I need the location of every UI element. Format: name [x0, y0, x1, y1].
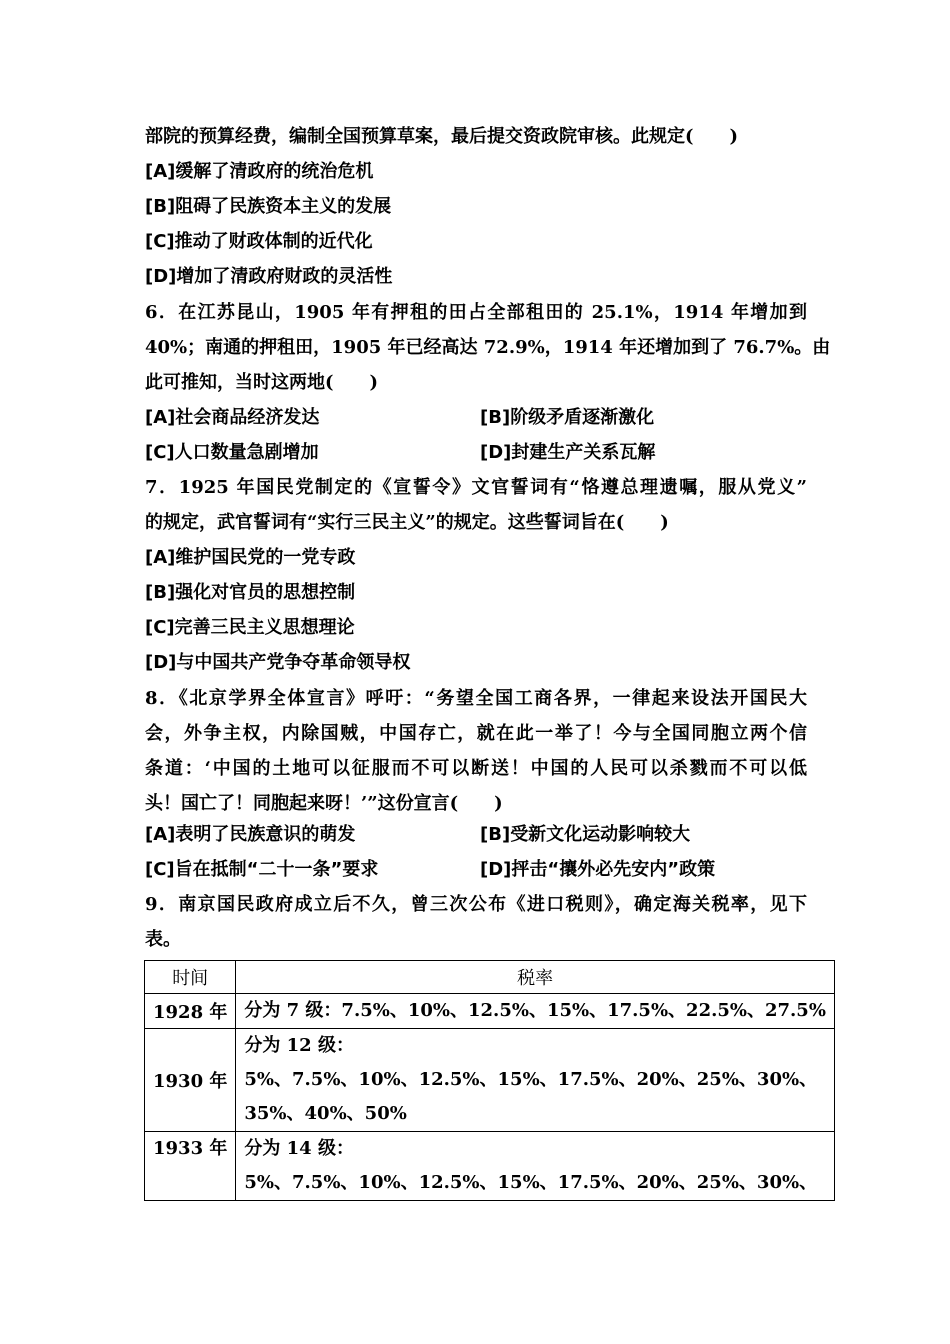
- q6-stem-line-1: 6．在江苏昆山，1905 年有押租的田占全部租田的 25.1%，1914 年增加到: [145, 302, 807, 323]
- q5-option-b: [B]阻碍了民族资本主义的发展: [145, 196, 392, 217]
- q6-option-c: [C]人口数量急剧增加: [145, 442, 319, 463]
- header-rate: 税率: [236, 961, 835, 994]
- q8-option-c: [C]旨在抵制“二十一条”要求: [145, 859, 379, 880]
- q8-stem-line-2: 会，外争主权，内除国贼，中国存亡，就在此一举了！今与全国同胞立两个信: [145, 723, 807, 744]
- table-row: [145, 994, 835, 1029]
- rate-line: 5%、7.5%、10%、12.5%、15%、17.5%、20%、25%、30%、: [244, 1069, 818, 1090]
- q6-option-d: [D]封建生产关系瓦解: [480, 442, 656, 463]
- q5-option-a: [A]缓解了清政府的统治危机: [145, 161, 374, 182]
- q7-stem-line-2: 的规定，武官誓词有“实行三民主义”的规定。这些誓词旨在( ): [145, 512, 669, 533]
- q8-option-b: [B]受新文化运动影响较大: [480, 824, 691, 845]
- q8-stem-line-1: 8．《北京学界全体宣言》呼吁：“务望全国工商各界，一律起来设法开国民大: [145, 688, 807, 709]
- row-rates: [236, 994, 835, 1029]
- q6-option-b: [B]阶级矛盾逐渐激化: [480, 407, 655, 428]
- tariff-rate-table: [144, 960, 835, 1201]
- row-year: 1933 年: [145, 1132, 236, 1201]
- rate-line: 分为 7 级：7.5%、10%、12.5%、15%、17.5%、22.5%、27.5%: [244, 1000, 826, 1021]
- table-header-row: [145, 961, 835, 994]
- q5-stem: 部院的预算经费，编制全国预算草案，最后提交资政院审核。此规定( ): [145, 126, 739, 147]
- q8-stem-line-4: 头！国亡了！同胞起来呀！’”这份宣言( ): [145, 793, 503, 814]
- table-row: [145, 1029, 835, 1132]
- q7-option-d: [D]与中国共产党争夺革命领导权: [145, 652, 411, 673]
- table-row: [145, 1132, 835, 1201]
- q5-option-d: [D]增加了清政府财政的灵活性: [145, 266, 393, 287]
- q8-stem-line-3: 条道：‘中国的土地可以征服而不可以断送！中国的人民可以杀戮而不可以低: [145, 758, 807, 779]
- q9-stem-line-2: 表。: [145, 929, 181, 950]
- q7-stem-line-1: 7．1925 年国民党制定的《宣誓令》文官誓词有“恪遵总理遗嘱，服从党义”: [145, 477, 807, 498]
- q9-stem-line-1: 9．南京国民政府成立后不久，曾三次公布《进口税则》，确定海关税率，见下: [145, 894, 807, 915]
- row-rates: [236, 1132, 835, 1201]
- q8-option-a: [A]表明了民族意识的萌发: [145, 824, 356, 845]
- rate-line: 5%、7.5%、10%、12.5%、15%、17.5%、20%、25%、30%、: [244, 1172, 818, 1193]
- rate-line: 35%、40%、50%: [244, 1103, 407, 1124]
- rate-line: 分为 14 级：: [244, 1138, 354, 1159]
- q6-stem-line-2: 40%；南通的押租田，1905 年已经高达 72.9%，1914 年还增加到了 76.7%。由: [145, 337, 831, 358]
- row-year: 1930 年: [145, 1029, 236, 1132]
- q7-option-a: [A]维护国民党的一党专政: [145, 547, 356, 568]
- q7-option-c: [C]完善三民主义思想理论: [145, 617, 355, 638]
- q6-option-a: [A]社会商品经济发达: [145, 407, 320, 428]
- header-time: 时间: [145, 961, 236, 994]
- q5-option-c: [C]推动了财政体制的近代化: [145, 231, 373, 252]
- q6-stem-line-3: 此可推知，当时这两地( ): [145, 372, 379, 393]
- rate-line: 分为 12 级：: [244, 1035, 354, 1056]
- q7-option-b: [B]强化对官员的思想控制: [145, 582, 356, 603]
- row-year: 1928 年: [145, 994, 236, 1029]
- q8-option-d: [D]抨击“攘外必先安内”政策: [480, 859, 716, 880]
- row-rates: [236, 1029, 835, 1132]
